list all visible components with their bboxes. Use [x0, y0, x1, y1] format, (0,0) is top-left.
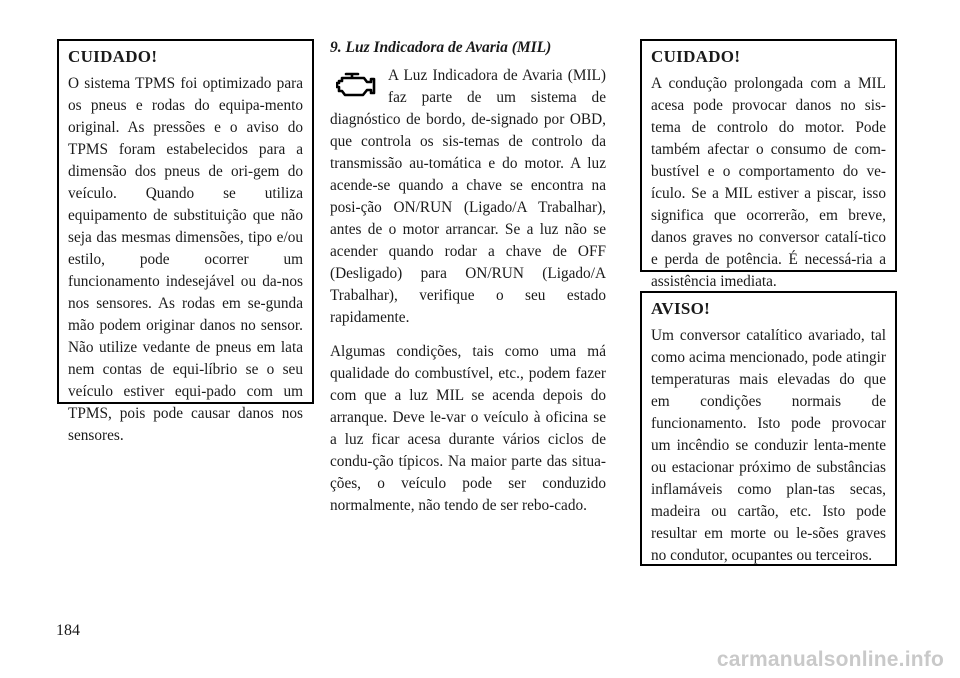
section-heading: 9. Luz Indicadora de Avaria (MIL): [330, 39, 552, 56]
caution-text: A condução prolongada com a MIL acesa pode provocar danos no sis-tema de controlo do motor. Pode também afectar o consumo de com-bustível e o comportamento do ve-ículo. Se a MIL estiver a piscar, isso significa que ocorrerão, em breve, danos graves no conversor catalí-tico e perda de potência. É necessá-ria a assistência imediata.: [651, 75, 886, 290]
caution-title: CUIDADO!: [651, 47, 741, 66]
caution-title: CUIDADO!: [68, 47, 158, 66]
caution-box-right: [640, 39, 897, 290]
warning-title: AVISO!: [651, 299, 711, 318]
engine-check-icon: [336, 69, 376, 99]
mil-paragraph-2: Algumas condições, tais como uma má qualidade do combustível, etc., podem fazer com que a luz MIL se acenda depois do arranque. Deve le-var o veículo à oficina se a luz ficar acesa durante vários ciclos de condu-ção típicos. Na maior parte das situa-ções, o veículo pode ser conduzido normalmente, não tendo de ser rebo-cado.: [330, 343, 606, 514]
warning-text: Um conversor catalítico avariado, tal como acima mencionado, pode atingir temperaturas mais elevadas do que em condições normais de funcionamento. Isto pode provocar um incêndio se conduzir lenta-mente ou estacionar próximo de substâncias inflamáveis como plan-tas secas, madeira ou cartão, etc. Isto pode resultar em morte ou le-sões graves no condutor, ocupantes ou terceiros.: [651, 327, 886, 564]
mil-intro: [330, 65, 606, 329]
page-number: 184: [56, 622, 80, 639]
watermark: carmanualsonline.info: [716, 648, 944, 671]
caution-text: O sistema TPMS foi optimizado para os pneus e rodas do equipa-mento original. As pressões e o aviso do TPMS foram estabelecidos para a dimensão dos pneus de ori-gem do veículo. Quando se utiliza equipamento de substituição que não seja das mesmas dimensões, tipo e/ou estilo, pode ocorrer um funcionamento indesejável ou da-nos nos sensores. As rodas em se-gunda mão podem originar danos no sensor. Não utilize vedante de pneus em lata nem contas de equi-líbrio se o seu veículo estiver equi-pado com um TPMS, pois pode causar danos nos sensores.: [68, 75, 303, 444]
caution-box-left: [57, 39, 314, 444]
mil-section: [330, 39, 606, 517]
mil-paragraph-1: A Luz Indicadora de Avaria (MIL) faz parte de um sistema de diagnóstico de bordo, de-signado por OBD, que controla os sis-temas de controlo da transmissão au-tomática e do motor. A luz acende-se quando a chave se encontra na posi-ção ON/RUN (Ligado/A Trabalhar), antes de o motor arrancar. Se a luz não se acender quando rodar a chave de OFF (Desligado) para ON/RUN (Ligado/A Trabalhar), verifique o seu estado rapidamente.: [330, 67, 606, 326]
warning-box-right: [640, 291, 897, 566]
